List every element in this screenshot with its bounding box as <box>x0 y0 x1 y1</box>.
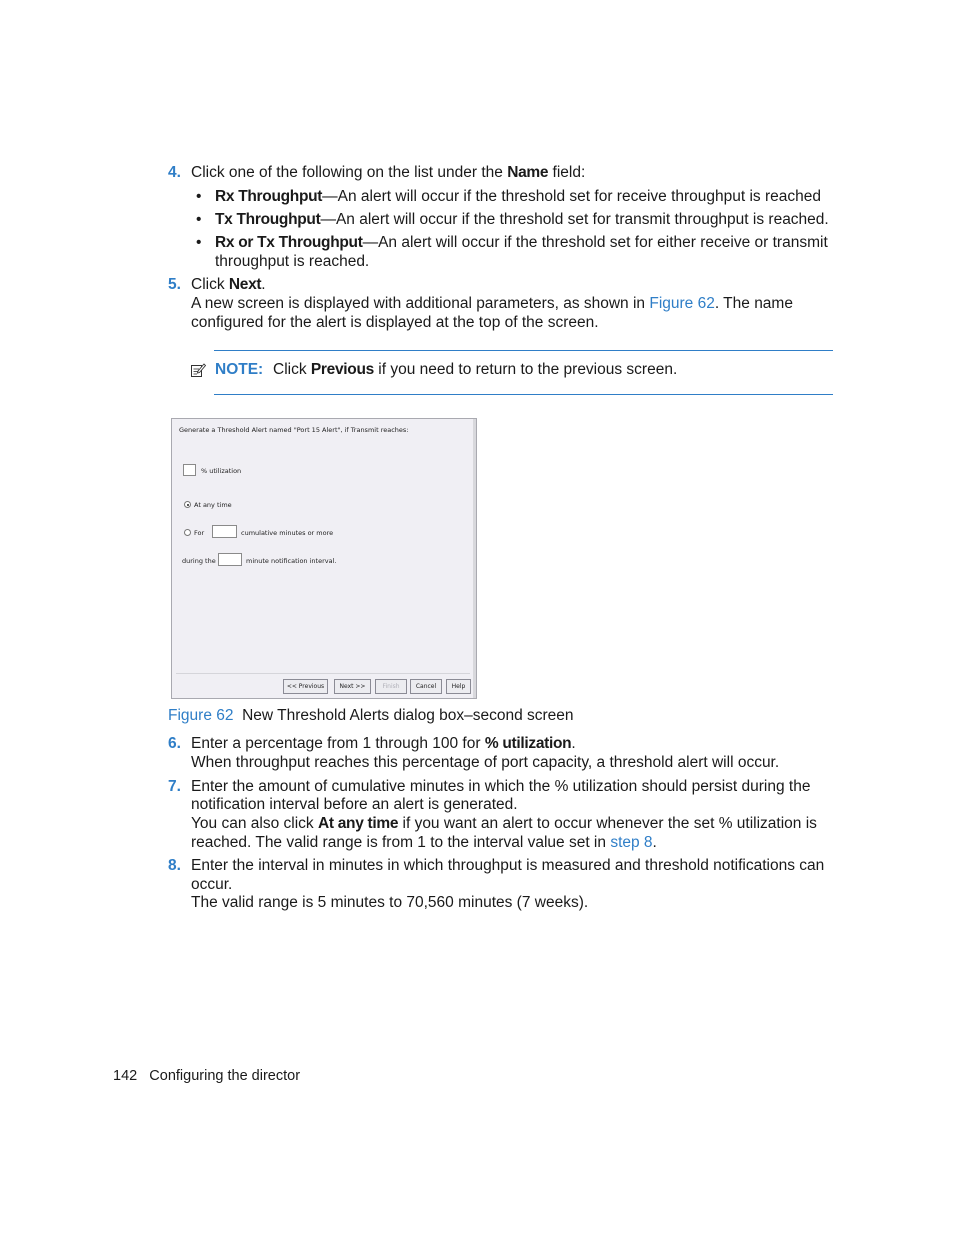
threshold-alert-dialog <box>171 418 477 699</box>
step-5-number: 5. <box>168 276 181 293</box>
dialog-separator <box>176 673 470 674</box>
dialog-heading: Generate a Threshold Alert named "Port 15 Alert", if Transmit reaches: <box>179 426 409 434</box>
utilization-label: % utilization <box>201 467 242 475</box>
previous-term: Previous <box>310 361 374 378</box>
step-8-link[interactable]: step 8 <box>610 834 653 851</box>
bullet-rx-or-tx-throughput-cont: throughput is reached. <box>215 253 370 270</box>
name-field-term: Name <box>507 164 549 181</box>
help-button[interactable]: Help <box>446 679 471 694</box>
figure-caption: Figure 62 New Threshold Alerts dialog box–second screen <box>168 707 574 724</box>
step-5-line-3: configured for the alert is displayed at the top of the screen. <box>191 314 599 331</box>
next-button[interactable]: Next >> <box>334 679 371 694</box>
step-6-number: 6. <box>168 735 181 752</box>
step-5-line-2: A new screen is displayed with additional parameters, as shown in Figure 62. The name <box>191 295 793 312</box>
dialog-edge <box>473 419 476 698</box>
step-6-text: Enter a percentage from 1 through 100 for % utilization. <box>191 735 576 752</box>
step-8-line-1: Enter the interval in minutes in which throughput is measured and threshold notifications can <box>191 857 825 874</box>
step-5-text: Click Next. <box>191 276 266 293</box>
utilization-term: % utilization <box>484 735 572 752</box>
note-top-rule <box>214 350 833 351</box>
bullet-rx-throughput: Rx Throughput—An alert will occur if the threshold set for receive throughput is reached <box>215 188 822 205</box>
interval-label: minute notification interval. <box>246 557 337 565</box>
step-6-line-2: When throughput reaches this percentage of port capacity, a threshold alert will occur. <box>191 754 780 771</box>
utilization-input[interactable] <box>183 464 196 476</box>
page-footer <box>113 1067 300 1086</box>
step-7-number: 7. <box>168 778 181 795</box>
page-number: 142 <box>113 1068 138 1084</box>
note-bottom-rule <box>214 394 833 395</box>
at-any-time-radio[interactable] <box>184 501 191 508</box>
bullet: • <box>196 188 202 205</box>
cumulative-minutes-input[interactable] <box>212 525 237 538</box>
cumulative-label: cumulative minutes or more <box>241 529 334 537</box>
for-radio[interactable] <box>184 529 191 536</box>
note-label: NOTE: <box>215 361 264 378</box>
note-pencil-icon <box>190 362 206 378</box>
at-any-time-label: At any time <box>194 501 232 509</box>
during-label: during the <box>182 557 216 565</box>
step-4-text: Click one of the following on the list under the Name field: <box>191 164 586 181</box>
section-title: Configuring the director <box>149 1068 301 1084</box>
step-7-line-2: notification interval before an alert is generated. <box>191 796 518 813</box>
interval-minutes-input[interactable] <box>218 553 242 566</box>
bullet: • <box>196 211 202 228</box>
step-7-line-4: reached. The valid range is from 1 to the interval value set in step 8. <box>191 834 657 851</box>
bullet-tx-throughput: Tx Throughput—An alert will occur if the threshold set for transmit throughput is reached. <box>215 211 829 228</box>
bullet-rx-or-tx-throughput: Rx or Tx Throughput—An alert will occur if the threshold set for either receive or transmit <box>215 234 828 251</box>
step-4-number: 4. <box>168 164 181 181</box>
step-8-line-2: occur. <box>191 876 233 893</box>
step-7-line-1: Enter the amount of cumulative minutes in which the % utilization should persist during the <box>191 778 811 795</box>
step-7-line-3: You can also click At any time if you want an alert to occur whenever the set % utilization is <box>191 815 817 832</box>
figure-62-link[interactable]: Figure 62 <box>649 295 715 312</box>
previous-button[interactable]: << Previous <box>283 679 328 694</box>
next-term: Next <box>228 276 262 293</box>
for-label: For <box>194 529 205 537</box>
cancel-button[interactable]: Cancel <box>410 679 442 694</box>
step-8-number: 8. <box>168 857 181 874</box>
finish-button: Finish <box>375 679 407 694</box>
step-8-line-3: The valid range is 5 minutes to 70,560 minutes (7 weeks). <box>191 894 589 911</box>
bullet: • <box>196 234 202 251</box>
at-any-time-term: At any time <box>317 815 399 832</box>
figure-label: Figure 62 <box>168 707 234 724</box>
note-text: Click Previous if you need to return to the previous screen. <box>273 361 678 378</box>
